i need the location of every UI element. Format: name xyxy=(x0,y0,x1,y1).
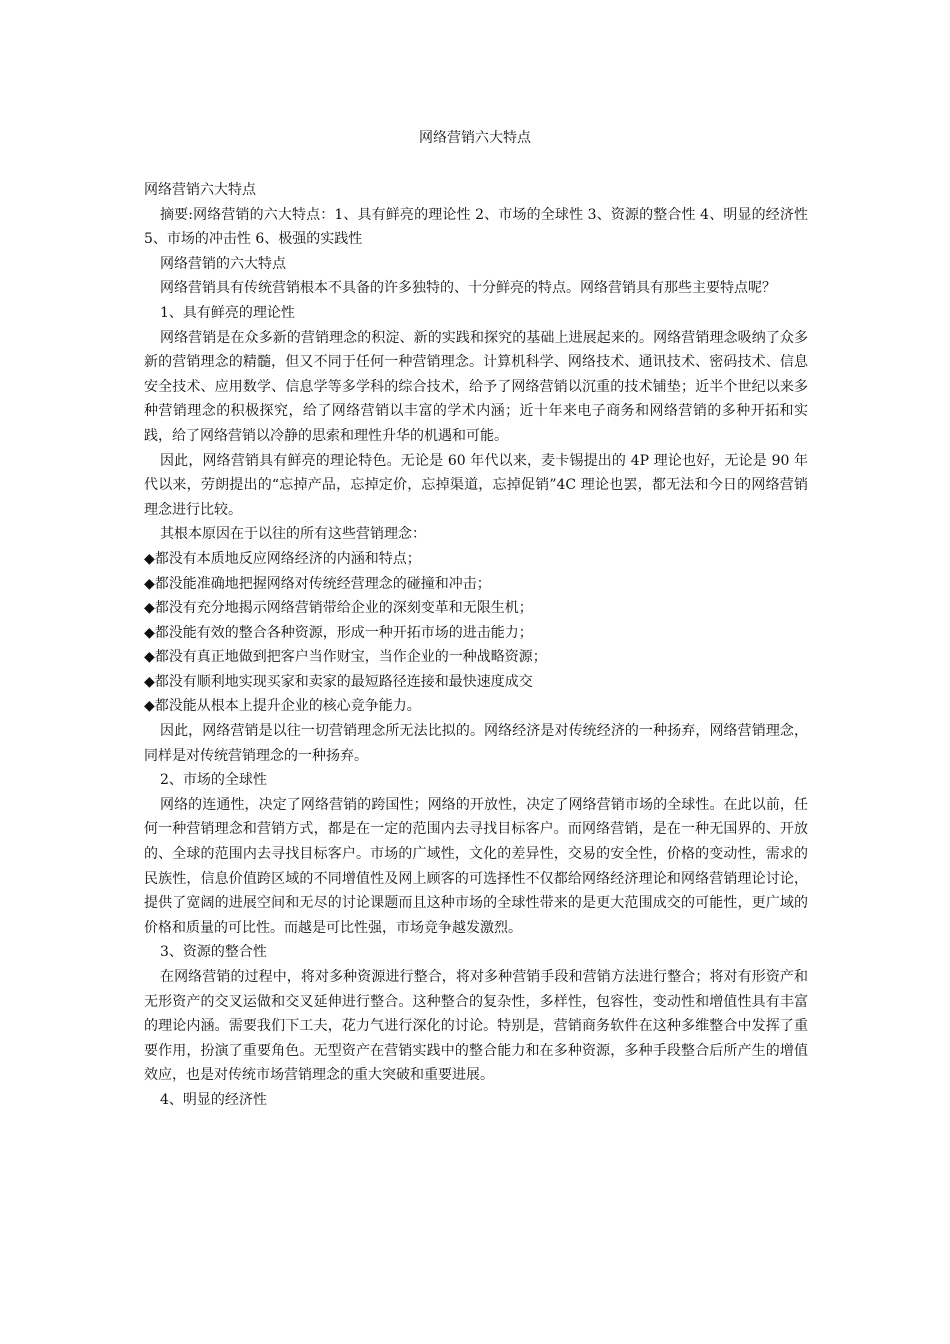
bullet-item: ◆都没有顺利地实现买家和卖家的最短路径连接和最快速度成交 xyxy=(144,673,533,690)
bullet-item: ◆都没有本质地反应网络经济的内涵和特点； xyxy=(144,550,421,567)
bullet-item: ◆都没能从根本上提升企业的核心竞争能力。 xyxy=(144,698,421,715)
document-title: 网络营销六大特点 xyxy=(419,130,531,146)
document-body xyxy=(144,178,808,1113)
paragraph: 因此，网络营销具有鲜亮的理论特色。无论是 60 年代以来，麦卡锡提出的 4P 理论也好，无论是 90 年代以来，劳朗提出的“忘掉产品，忘掉定价，忘掉渠道，忘掉促销”4C 理论也罢，都无法和今日的网络营销理念进行比较。 xyxy=(144,452,808,518)
paragraph: 在网络营销的过程中，将对多种资源进行整合，将对多种营销手段和营销方法进行整合；将对有形资产和无形资产的交叉运做和交叉延伸进行整合。这种整合的复杂性，多样性，包容性，变动性和增值性具有丰富的理论内涵。需要我们下工夫，花力气进行深化的讨论。特别是，营销商务软件在这种多维整合中发挥了重要作用，扮演了重要角色。无型资产在营销实践中的整合能力和在多种资源，多种手段整合后所产生的增值效应，也是对传统市场营销理念的重大突破和重要进展。 xyxy=(144,969,808,1084)
paragraph: 网络营销的六大特点 xyxy=(160,255,286,272)
paragraph: 因此，网络营销是以往一切营销理念所无法比拟的。网络经济是对传统经济的一种扬弃，网络营销理念，同样是对传统营销理念的一种扬弃。 xyxy=(144,723,808,764)
paragraph: 网络营销是在众多新的营销理念的积淀、新的实践和探究的基础上进展起来的。网络营销理念吸纳了众多新的营销理念的精髓，但又不同于任何一种营销理念。计算机科学、网络技术、通讯技术、密码技术、信息安全技术、应用数学、信息学等多学科的综合技术，给予了网络营销以沉重的技术铺垫；近半个世纪以来多种营销理念的积极探究，给了网络营销以丰富的学术内涵；近十年来电子商务和网络营销的多种开拓和实践，给了网络营销以冷静的思索和理性升华的机遇和可能。 xyxy=(144,329,808,444)
paragraph: 其根本原因在于以往的所有这些营销理念： xyxy=(160,526,426,543)
paragraph: 网络营销具有传统营销根本不具备的许多独特的、十分鲜亮的特点。网络营销具有那些主要特点呢？ xyxy=(160,280,776,297)
paragraph: 网络的连通性，决定了网络营销的跨国性；网络的开放性，决定了网络营销市场的全球性。在此以前，任何一种营销理念和营销方式，都是在一定的范围内去寻找目标客户。而网络营销，是在一种无国界的、开放的、全球的范围内去寻找目标客户。市场的广域性，文化的差异性，交易的安全性，价格的变动性，需求的民族性，信息价值跨区域的不同增值性及网上顾客的可选择性不仅都给网络经济理论和网络营销理论讨论，提供了宽阔的进展空间和无尽的讨论课题而且这种市场的全球性带来的是更大范围成交的可能性，更广域的价格和质量的可比性。而越是可比性强，市场竞争越发激烈。 xyxy=(144,796,808,936)
paragraph: 2、市场的全球性 xyxy=(160,772,267,789)
paragraph: 摘要:网络营销的六大特点：1、具有鲜亮的理论性 2、市场的全球性 3、资源的整合性 4、明显的经济性 5、市场的冲击性 6、极强的实践性 xyxy=(144,206,808,248)
paragraph: 4、明显的经济性 xyxy=(160,1091,267,1108)
bullet-item: ◆都没有充分地揭示网络营销带给企业的深刻变革和无限生机； xyxy=(144,600,533,617)
paragraph: 3、资源的整合性 xyxy=(160,944,267,961)
paragraph: 1、具有鲜亮的理论性 xyxy=(160,304,295,321)
bullet-item: ◆都没能准确地把握网络对传统经营理念的碰撞和冲击； xyxy=(144,575,491,592)
paragraph: 网络营销六大特点 xyxy=(144,182,256,198)
bullet-item: ◆都没能有效的整合各种资源，形成一种开拓市场的进击能力； xyxy=(144,624,533,641)
bullet-item: ◆都没有真正地做到把客户当作财宝，当作企业的一种战略资源； xyxy=(144,649,547,666)
